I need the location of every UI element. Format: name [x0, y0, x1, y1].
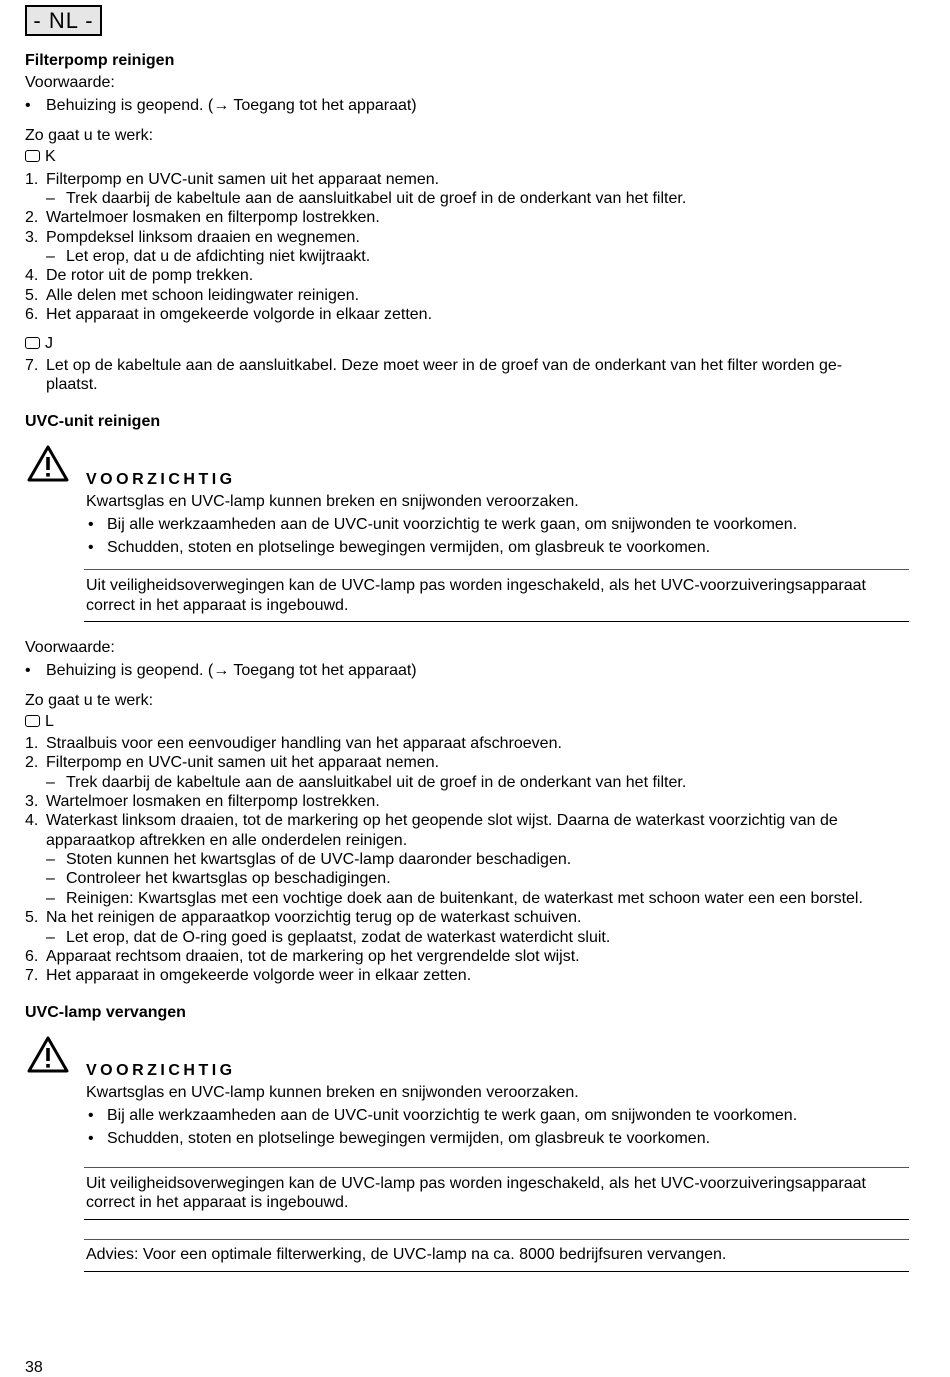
- step-number: 2.: [25, 209, 39, 226]
- step-number: 5.: [25, 287, 39, 304]
- dash-marker: –: [46, 248, 55, 265]
- substep-text: Reinigen: Kwartsglas met een vochtige doek aan de buitenkant, de waterkast met schoon water een een borstel.: [66, 890, 863, 907]
- note-text-cont: correct in het apparaat is ingebouwd.: [86, 597, 349, 614]
- substep-text: Let erop, dat de O-ring goed is geplaatst, zodat de waterkast waterdicht sluit.: [66, 929, 611, 946]
- figure-ref-l: L: [25, 712, 54, 731]
- note-text: Uit veiligheidsoverwegingen kan de UVC-lamp pas worden ingeschakeld, als het UVC-voorzuiveringsapparaat: [86, 1175, 866, 1192]
- step-text-cont: apparaatkop aftrekken en alle onderdelen reinigen.: [46, 832, 408, 849]
- section-title-uvc-unit: UVC-unit reinigen: [25, 413, 161, 430]
- advice-text: Advies: Voor een optimale filterwerking, de UVC-lamp na ca. 8000 bedrijfsuren vervangen.: [86, 1246, 727, 1263]
- precondition-label: Voorwaarde:: [25, 639, 115, 656]
- step-text: Pompdeksel linksom draaien en wegnemen.: [46, 229, 360, 246]
- step-number: 2.: [25, 754, 39, 771]
- step-number: 6.: [25, 948, 39, 965]
- step-number: 1.: [25, 735, 39, 752]
- dash-marker: –: [46, 774, 55, 791]
- step-number: 7.: [25, 967, 39, 984]
- howto-label: Zo gaat u te werk:: [25, 692, 154, 709]
- figure-box-icon: [25, 715, 40, 727]
- advice-divider-bottom: [84, 1271, 909, 1272]
- step-text: Apparaat rechtsom draaien, tot de markering op het vergrendelde slot wijst.: [46, 948, 580, 965]
- dash-marker: –: [46, 890, 55, 907]
- page-number: 38: [25, 1359, 43, 1376]
- warning-text: Kwartsglas en UVC-lamp kunnen breken en snijwonden veroorzaken.: [86, 1084, 579, 1101]
- step-text: Wartelmoer losmaken en filterpomp lostrekken.: [46, 209, 380, 226]
- step-number: 1.: [25, 171, 39, 188]
- bullet-marker: •: [88, 539, 94, 556]
- note-divider-top: [84, 569, 909, 570]
- step-text: Straalbuis voor een eenvoudiger handling van het apparaat afschroeven.: [46, 735, 562, 752]
- warning-bullet: Bij alle werkzaamheden aan de UVC-unit voorzichtig te werk gaan, om snijwonden te voorkomen.: [107, 516, 798, 533]
- precondition-text: Behuizing is geopend. (→ Toegang tot het apparaat): [46, 662, 417, 679]
- step-text: Alle delen met schoon leidingwater reinigen.: [46, 287, 360, 304]
- advice-divider-top: [84, 1239, 909, 1240]
- warning-triangle-icon: [26, 1035, 70, 1075]
- bullet-marker: •: [88, 1107, 94, 1124]
- bullet-marker: •: [88, 1130, 94, 1147]
- bullet-marker: •: [88, 516, 94, 533]
- step-text: Filterpomp en UVC-unit samen uit het apparaat nemen.: [46, 171, 440, 188]
- step-number: 4.: [25, 812, 39, 829]
- warning-title: VOORZICHTIG: [86, 471, 236, 488]
- step-text: Na het reinigen de apparaatkop voorzichtig terug op de waterkast schuiven.: [46, 909, 582, 926]
- figure-box-icon: [25, 150, 40, 162]
- step-number: 5.: [25, 909, 39, 926]
- step-text: Het apparaat in omgekeerde volgorde in elkaar zetten.: [46, 306, 433, 323]
- warning-title: VOORZICHTIG: [86, 1062, 236, 1079]
- figure-ref-j: J: [25, 334, 53, 353]
- note-text-cont: correct in het apparaat is ingebouwd.: [86, 1194, 349, 1211]
- precondition-label: Voorwaarde:: [25, 74, 115, 91]
- howto-label: Zo gaat u te werk:: [25, 127, 154, 144]
- dash-marker: –: [46, 870, 55, 887]
- step-text: Wartelmoer losmaken en filterpomp lostrekken.: [46, 793, 380, 810]
- precondition-text: Behuizing is geopend. (→ Toegang tot het apparaat): [46, 97, 417, 114]
- substep-text: Trek daarbij de kabeltule aan de aansluitkabel uit de groef in de onderkant van het filter.: [66, 190, 687, 207]
- step-number: 3.: [25, 229, 39, 246]
- step-number: 4.: [25, 267, 39, 284]
- section-title-uvc-lamp: UVC-lamp vervangen: [25, 1004, 186, 1021]
- dash-marker: –: [46, 929, 55, 946]
- note-text: Uit veiligheidsoverwegingen kan de UVC-lamp pas worden ingeschakeld, als het UVC-voorzuiveringsapparaat: [86, 577, 866, 594]
- dash-marker: –: [46, 851, 55, 868]
- substep-text: Let erop, dat u de afdichting niet kwijtraakt.: [66, 248, 371, 265]
- warning-text: Kwartsglas en UVC-lamp kunnen breken en snijwonden veroorzaken.: [86, 493, 579, 510]
- step-number: 3.: [25, 793, 39, 810]
- warning-triangle-icon: [26, 444, 70, 484]
- figure-box-icon: [25, 337, 40, 349]
- figure-ref-k: K: [25, 147, 56, 166]
- step-text: Filterpomp en UVC-unit samen uit het apparaat nemen.: [46, 754, 440, 771]
- substep-text: Stoten kunnen het kwartsglas of de UVC-lamp daaronder beschadigen.: [66, 851, 572, 868]
- step-text: Het apparaat in omgekeerde volgorde weer in elkaar zetten.: [46, 967, 472, 984]
- bullet-marker: •: [25, 97, 31, 114]
- warning-bullet: Schudden, stoten en plotselinge bewegingen vermijden, om glasbreuk te voorkomen.: [107, 1130, 711, 1147]
- warning-bullet: Bij alle werkzaamheden aan de UVC-unit voorzichtig te werk gaan, om snijwonden te voorkomen.: [107, 1107, 798, 1124]
- warning-bullet: Schudden, stoten en plotselinge bewegingen vermijden, om glasbreuk te voorkomen.: [107, 539, 711, 556]
- language-tag: - NL -: [25, 5, 102, 36]
- note-divider-top: [84, 1167, 909, 1168]
- step-number: 7.: [25, 357, 39, 374]
- substep-text: Trek daarbij de kabeltule aan de aansluitkabel uit de groef in de onderkant van het filter.: [66, 774, 687, 791]
- bullet-marker: •: [25, 662, 31, 679]
- substep-text: Controleer het kwartsglas op beschadigingen.: [66, 870, 391, 887]
- dash-marker: –: [46, 190, 55, 207]
- section-title-filterpomp: Filterpomp reinigen: [25, 52, 175, 69]
- note-divider-bottom: [84, 621, 909, 622]
- step-text: Waterkast linksom draaien, tot de markering op het geopende slot wijst. Daarna de waterkast voorzichtig van de: [46, 812, 838, 829]
- step-text: Let op de kabeltule aan de aansluitkabel. Deze moet weer in de groef van de onderkant van het filter worden ge-: [46, 357, 843, 374]
- step-number: 6.: [25, 306, 39, 323]
- step-text: De rotor uit de pomp trekken.: [46, 267, 254, 284]
- note-divider-bottom: [84, 1219, 909, 1220]
- step-text-cont: plaatst.: [46, 376, 98, 393]
